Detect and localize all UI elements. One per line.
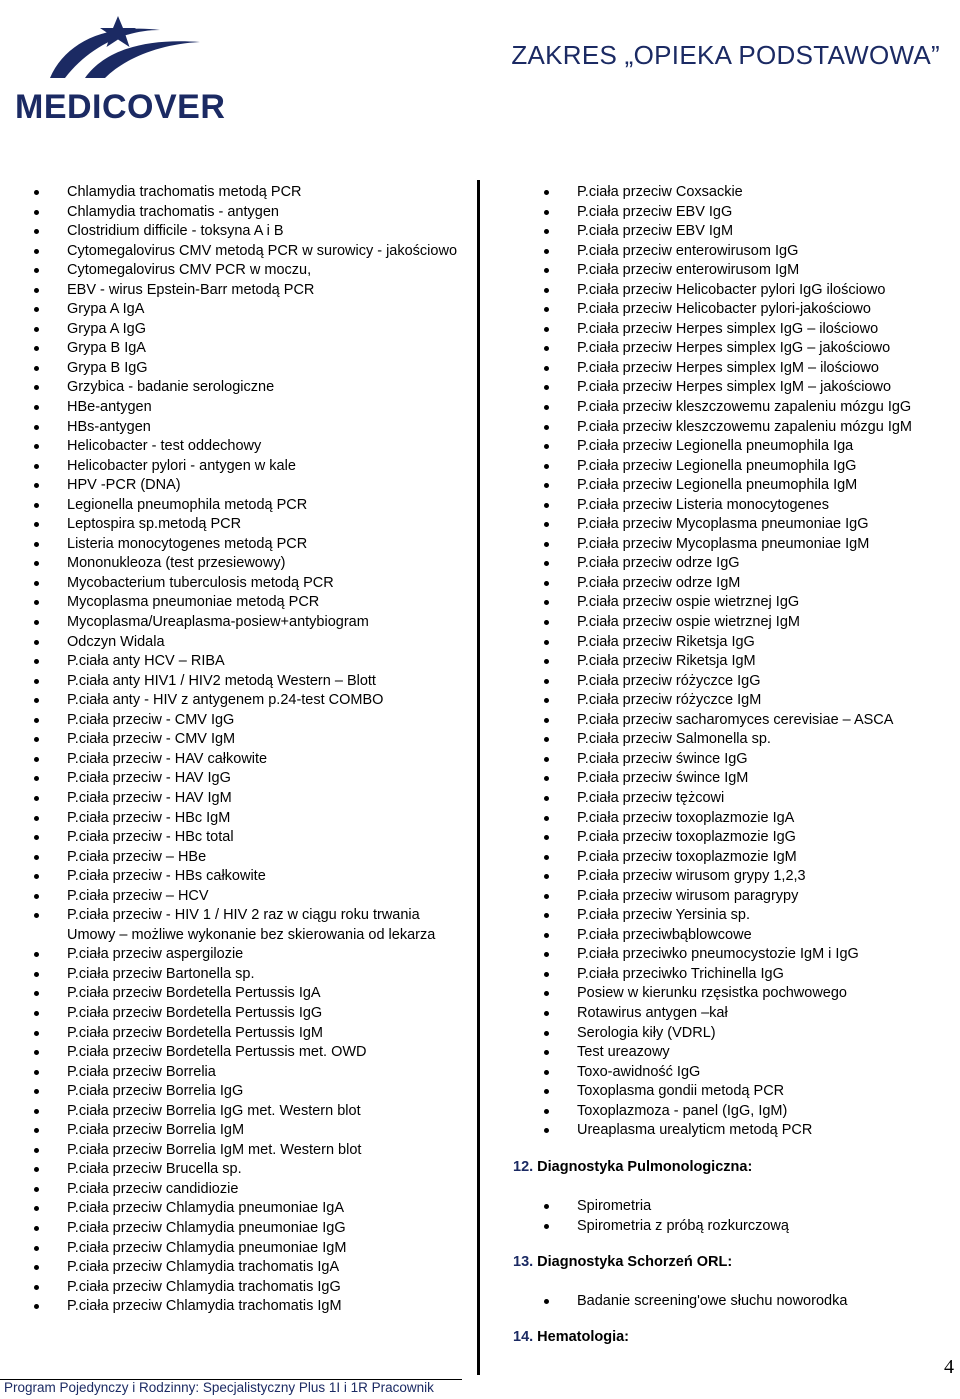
section-title: Hematologia: (537, 1329, 630, 1345)
list-item: Grypa A IgA (30, 300, 460, 320)
list-item: P.ciała przeciw Bordetella Pertussis IgA (30, 984, 460, 1004)
medicover-logo-icon (10, 8, 230, 93)
list-item: HBs-antygen (30, 418, 460, 438)
section-number: 14. (513, 1329, 534, 1345)
list-item: P.ciała przeciw candidiozie (30, 1180, 460, 1200)
list-item: P.ciała przeciw Chlamydia pneumoniae IgA (30, 1199, 460, 1219)
list-item: P.ciała przeciw sacharomyces cerevisiae – ASCA (540, 711, 955, 731)
list-item: Cytomegalovirus CMV PCR w moczu, (30, 261, 460, 281)
list-item: Odczyn Widala (30, 633, 460, 653)
list-item: P.ciała przeciw Borrelia IgG met. Western blot (30, 1102, 460, 1122)
list-item: P.ciała przeciwbąblowcowe (540, 926, 955, 946)
list-item: Mycobacterium tuberculosis metodą PCR (30, 574, 460, 594)
list-item: Leptospira sp.metodą PCR (30, 515, 460, 535)
list-item: Mononukleoza (test przesiewowy) (30, 554, 460, 574)
list-item: Ureaplasma urealyticm metodą PCR (540, 1121, 955, 1141)
list-item: Grypa B IgA (30, 339, 460, 359)
list-item: P.ciała przeciw Bordetella Pertussis IgM (30, 1024, 460, 1044)
list-item: P.ciała przeciw - HBc IgM (30, 809, 460, 829)
list-item: Mycoplasma pneumoniae metodą PCR (30, 593, 460, 613)
list-item: Toxoplasma gondii metodą PCR (540, 1082, 955, 1102)
list-item: P.ciała przeciw wirusom grypy 1,2,3 (540, 867, 955, 887)
list-item: P.ciała przeciw Herpes simplex IgG – jakościowo (540, 339, 955, 359)
list-item: P.ciała przeciw Bordetella Pertussis IgG (30, 1004, 460, 1024)
list-item: P.ciała przeciw - HIV 1 / HIV 2 raz w ciągu roku trwania Umowy – możliwe wykonanie bez skierowania od lekarza (30, 906, 460, 945)
list-item: P.ciała przeciw Chlamydia pneumoniae IgG (30, 1219, 460, 1239)
section-number: 12. (513, 1159, 534, 1175)
list-item: P.ciała przeciw - HBs całkowite (30, 867, 460, 887)
list-item: Posiew w kierunku rzęsistka pochwowego (540, 984, 955, 1004)
list-item: Helicobacter - test oddechowy (30, 437, 460, 457)
list-item: Badanie screening'owe słuchu noworodka (540, 1292, 847, 1312)
list-item: P.ciała przeciw Chlamydia trachomatis IgM (30, 1297, 460, 1317)
list-item: P.ciała przeciw Legionella pneumophila IgM (540, 476, 955, 496)
list-item: P.ciała przeciw tężcowi (540, 789, 955, 809)
list-item: P.ciała przeciw Helicobacter pylori IgG ilościowo (540, 281, 955, 301)
list-item: P.ciała przeciw Riketsja IgM (540, 652, 955, 672)
section-heading-13 (513, 1254, 732, 1270)
logo-wordmark: MEDICOVER (15, 88, 226, 126)
section-13-list (540, 1292, 847, 1312)
list-item: P.ciała przeciw różyczce IgG (540, 672, 955, 692)
list-item: P.ciała przeciw kleszczowemu zapaleniu mózgu IgG (540, 398, 955, 418)
page-title: ZAKRES „OPIEKA PODSTAWOWA” (511, 40, 940, 70)
list-item: P.ciała przeciw toxoplazmozie IgG (540, 828, 955, 848)
list-item: P.ciała przeciw EBV IgG (540, 203, 955, 223)
list-item: P.ciała przeciw odrze IgM (540, 574, 955, 594)
list-item: P.ciała przeciw - HAV całkowite (30, 750, 460, 770)
list-item: P.ciała przeciwko Trichinella IgG (540, 965, 955, 985)
list-item: P.ciała przeciw – HBe (30, 848, 460, 868)
list-item: Mycoplasma/Ureaplasma-posiew+antybiogram (30, 613, 460, 633)
list-item: Chlamydia trachomatis metodą PCR (30, 183, 460, 203)
list-item: P.ciała przeciw - HBc total (30, 828, 460, 848)
section-number: 13. (513, 1254, 534, 1270)
list-item: Legionella pneumophila metodą PCR (30, 496, 460, 516)
right-test-list (540, 183, 955, 1141)
list-item: P.ciała przeciw enterowirusom IgM (540, 261, 955, 281)
list-item: P.ciała przeciw Borrelia IgM (30, 1121, 460, 1141)
list-item: P.ciała przeciw - HAV IgG (30, 769, 460, 789)
column-divider (477, 180, 480, 1375)
section-title: Diagnostyka Schorzeń ORL: (537, 1254, 733, 1270)
list-item: P.ciała przeciw Borrelia IgG (30, 1082, 460, 1102)
list-item: Helicobacter pylori - antygen w kale (30, 457, 460, 477)
list-item: EBV - wirus Epstein-Barr metodą PCR (30, 281, 460, 301)
list-item: P.ciała przeciw Riketsja IgG (540, 633, 955, 653)
list-item: Clostridium difficile - toksyna A i B (30, 222, 460, 242)
list-item: Grypa B IgG (30, 359, 460, 379)
list-item: Spirometria (540, 1197, 789, 1217)
list-item: P.ciała przeciw Bartonella sp. (30, 965, 460, 985)
list-item: P.ciała przeciw Coxsackie (540, 183, 955, 203)
list-item: P.ciała przeciw Listeria monocytogenes (540, 496, 955, 516)
list-item: P.ciała przeciw toxoplazmozie IgA (540, 809, 955, 829)
list-item: Spirometria z próbą rozkurczową (540, 1217, 789, 1237)
list-item: P.ciała przeciw toxoplazmozie IgM (540, 848, 955, 868)
list-item: P.ciała przeciw kleszczowemu zapaleniu mózgu IgM (540, 418, 955, 438)
list-item: P.ciała przeciw Chlamydia trachomatis IgA (30, 1258, 460, 1278)
medicover-logo (10, 8, 230, 126)
list-item: HBe-antygen (30, 398, 460, 418)
list-item: Chlamydia trachomatis - antygen (30, 203, 460, 223)
list-item: P.ciała przeciw - HAV IgM (30, 789, 460, 809)
list-item: Grypa A IgG (30, 320, 460, 340)
list-item: Serologia kiły (VDRL) (540, 1024, 955, 1044)
list-item: P.ciała przeciw aspergilozie (30, 945, 460, 965)
list-item: P.ciała przeciw Borrelia (30, 1063, 460, 1083)
list-item: P.ciała przeciw śwince IgM (540, 769, 955, 789)
list-item: P.ciała przeciw różyczce IgM (540, 691, 955, 711)
list-item: P.ciała przeciw Salmonella sp. (540, 730, 955, 750)
list-item: P.ciała przeciw - CMV IgG (30, 711, 460, 731)
list-item: P.ciała przeciw śwince IgG (540, 750, 955, 770)
list-item: P.ciała przeciwko pneumocystozie IgM i IgG (540, 945, 955, 965)
section-heading-14 (513, 1329, 629, 1345)
footer-text: Program Pojedynczy i Rodzinny: Specjalistyczny Plus 1I i 1R Pracownik (4, 1380, 434, 1395)
list-item: P.ciała przeciw Bordetella Pertussis met. OWD (30, 1043, 460, 1063)
list-item: Test ureazowy (540, 1043, 955, 1063)
page-number: 4 (944, 1356, 954, 1378)
list-item: P.ciała przeciw – HCV (30, 887, 460, 907)
list-item: P.ciała anty HIV1 / HIV2 metodą Western – Blott (30, 672, 460, 692)
list-item: P.ciała przeciw odrze IgG (540, 554, 955, 574)
list-item: P.ciała przeciw Legionella pneumophila Iga (540, 437, 955, 457)
list-item: P.ciała przeciw Chlamydia pneumoniae IgM (30, 1239, 460, 1259)
list-item: P.ciała przeciw Mycoplasma pneumoniae IgG (540, 515, 955, 535)
list-item: Listeria monocytogenes metodą PCR (30, 535, 460, 555)
list-item: P.ciała przeciw Herpes simplex IgM – ilościowo (540, 359, 955, 379)
list-item: Cytomegalovirus CMV metodą PCR w surowicy - jakościowo (30, 242, 460, 262)
list-item: P.ciała przeciw Legionella pneumophila IgG (540, 457, 955, 477)
list-item: P.ciała przeciw Helicobacter pylori-jakościowo (540, 300, 955, 320)
list-item: P.ciała przeciw Chlamydia trachomatis IgG (30, 1278, 460, 1298)
left-test-list (30, 183, 460, 1317)
list-item: Toxoplazmoza - panel (IgG, IgM) (540, 1102, 955, 1122)
list-item: P.ciała anty - HIV z antygenem p.24-test COMBO (30, 691, 460, 711)
list-item: P.ciała przeciw Borrelia IgM met. Western blot (30, 1141, 460, 1161)
list-item: P.ciała przeciw Herpes simplex IgM – jakościowo (540, 378, 955, 398)
section-12-list (540, 1197, 789, 1236)
list-item: P.ciała przeciw Yersinia sp. (540, 906, 955, 926)
section-heading-12 (513, 1159, 752, 1175)
list-item: P.ciała przeciw wirusom paragrypy (540, 887, 955, 907)
list-item: P.ciała przeciw ospie wietrznej IgG (540, 593, 955, 613)
list-item: Rotawirus antygen –kał (540, 1004, 955, 1024)
list-item: Grzybica - badanie serologiczne (30, 378, 460, 398)
list-item: P.ciała przeciw - CMV IgM (30, 730, 460, 750)
list-item: P.ciała przeciw Mycoplasma pneumoniae IgM (540, 535, 955, 555)
list-item: P.ciała anty HCV – RIBA (30, 652, 460, 672)
list-item: P.ciała przeciw ospie wietrznej IgM (540, 613, 955, 633)
list-item: P.ciała przeciw enterowirusom IgG (540, 242, 955, 262)
list-item: HPV -PCR (DNA) (30, 476, 460, 496)
list-item: P.ciała przeciw EBV IgM (540, 222, 955, 242)
list-item: P.ciała przeciw Herpes simplex IgG – ilościowo (540, 320, 955, 340)
section-title: Diagnostyka Pulmonologiczna: (537, 1159, 753, 1175)
list-item: P.ciała przeciw Brucella sp. (30, 1160, 460, 1180)
list-item: Toxo-awidność IgG (540, 1063, 955, 1083)
